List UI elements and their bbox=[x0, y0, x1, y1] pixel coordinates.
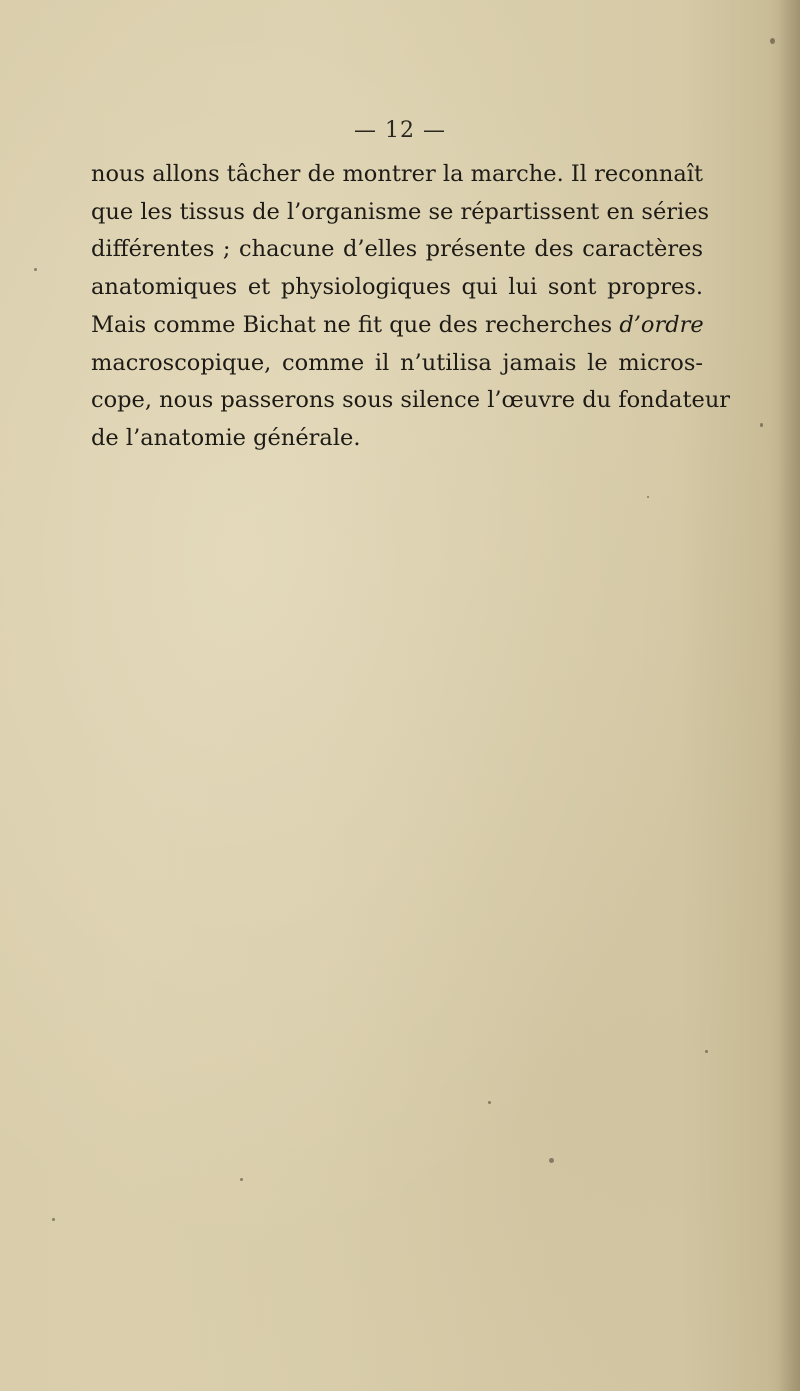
paper-speck bbox=[488, 1101, 491, 1104]
paper-speck bbox=[705, 1050, 708, 1053]
paper-speck bbox=[770, 38, 775, 44]
text-line-segment: Mais comme Bichat ne fit que des recherches bbox=[91, 311, 620, 338]
paper-speck bbox=[647, 496, 649, 498]
page-number: — 12 — bbox=[354, 118, 446, 143]
text-line: cope, nous passerons sous silence l’œuvre du fondateur bbox=[91, 387, 731, 414]
text-line: différentes ; chacune d’elles présente des caractères bbox=[91, 236, 703, 263]
italic-phrase: d’ordre bbox=[619, 311, 704, 338]
text-line: anatomiques et physiologiques qui lui sont propres. bbox=[91, 274, 703, 301]
page-body-text bbox=[91, 156, 731, 458]
paper-speck bbox=[549, 1158, 554, 1163]
text-line: nous allons tâcher de montrer la marche. Il reconnaît bbox=[91, 161, 703, 187]
text-line: de l’anatomie générale. bbox=[91, 424, 361, 451]
paper-speck bbox=[240, 1178, 243, 1181]
text-line: que les tissus de l’organisme se répartissent en séries bbox=[91, 198, 710, 225]
paper-speck bbox=[760, 423, 763, 427]
paper-speck bbox=[52, 1218, 55, 1221]
paper-speck bbox=[34, 268, 37, 271]
text-line: macroscopique, comme il n’utilisa jamais le micros- bbox=[91, 349, 703, 376]
text-line bbox=[91, 307, 703, 345]
